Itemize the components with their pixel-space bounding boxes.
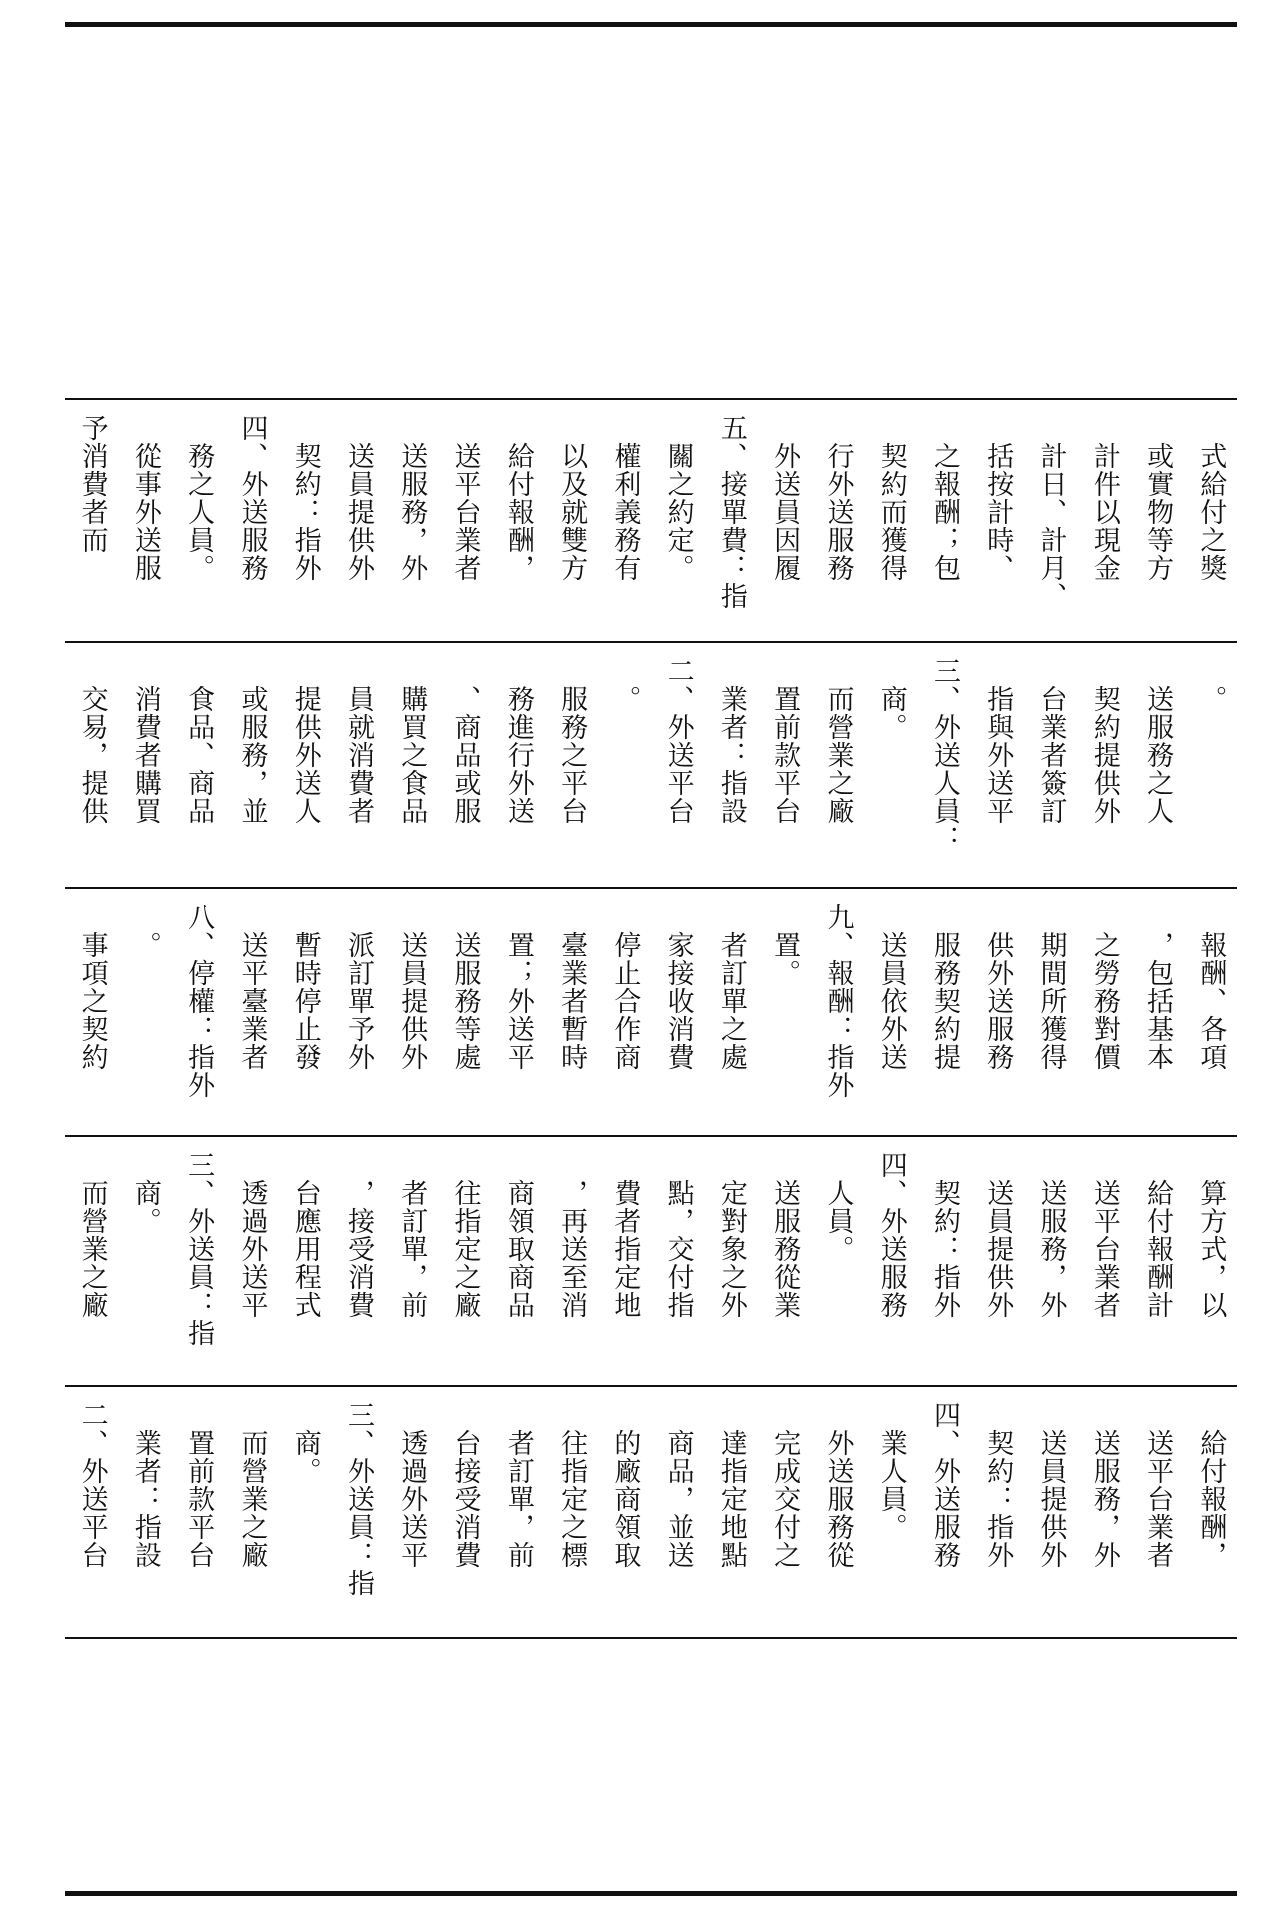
text-column: ，接受消費	[343, 1151, 374, 1319]
text-column: 而營業之廠	[236, 1401, 268, 1569]
text-column: 置前款平台	[183, 1401, 215, 1569]
text-column: 送服務從業	[769, 1151, 801, 1319]
text-column: 行外送服務	[822, 414, 854, 582]
text-column: 透過外送平	[236, 1151, 268, 1319]
text-column: 購買之食品	[396, 657, 428, 825]
text-column: 契約：指外	[982, 1401, 1014, 1569]
text-column: 。	[609, 657, 641, 713]
text-column: 人員。	[822, 1151, 854, 1263]
text-column: 台接受消費	[449, 1401, 481, 1569]
text-column: 商。	[289, 1401, 321, 1485]
text-column: 置。	[769, 903, 801, 987]
text-column: 之報酬；包	[929, 414, 960, 582]
text-column: 消費者購買	[129, 657, 161, 825]
text-column: 食品、商品	[183, 657, 215, 825]
text-column: 關之約定。	[662, 414, 694, 582]
table-row-5	[65, 1387, 1237, 1635]
bottom-rule	[65, 1891, 1237, 1896]
text-column: 送員依外送	[875, 903, 907, 1071]
text-column: 從事外送服	[129, 414, 161, 582]
text-column: 達指定地點	[715, 1401, 747, 1569]
table-row-2	[65, 643, 1237, 886]
text-column: 送平台業者	[1088, 1151, 1120, 1319]
text-column: 派訂單予外	[343, 903, 374, 1071]
table-line	[65, 1637, 1237, 1639]
text-column: 置；外送平	[502, 903, 534, 1071]
text-column: 。	[1195, 657, 1227, 713]
text-column: 者訂單，前	[396, 1151, 428, 1319]
text-column: 務之人員。	[183, 414, 215, 582]
text-column: 台應用程式	[289, 1151, 321, 1319]
text-column: 送員提供外	[1035, 1401, 1067, 1569]
table-row-3	[65, 889, 1237, 1134]
text-column: 或服務，並	[236, 657, 268, 825]
text-column: 商品，並送	[662, 1401, 694, 1569]
text-column: 以及就雙方	[556, 414, 588, 582]
text-column: 事項之契約	[76, 903, 108, 1071]
text-column: 業者：指設	[129, 1401, 161, 1569]
text-column: 之勞務對價	[1088, 903, 1120, 1071]
text-column: 四、外送服務	[875, 1151, 907, 1319]
text-column: 定對象之外	[715, 1151, 747, 1319]
text-column: 期間所獲得	[1035, 903, 1067, 1071]
text-column: 而營業之廠	[76, 1151, 108, 1319]
text-column: 計日、計月、	[1035, 414, 1067, 610]
text-column: 的廠商領取	[609, 1401, 641, 1569]
text-column: 送服務，外	[1035, 1151, 1067, 1319]
text-column: 契約提供外	[1088, 657, 1120, 825]
text-column: 八、停權：指外	[183, 903, 215, 1099]
text-column: 者訂單之處	[715, 903, 747, 1071]
text-column: 送平臺業者	[236, 903, 268, 1071]
text-column: 送員提供外	[343, 414, 374, 582]
text-column: 送員提供外	[982, 1151, 1014, 1319]
text-column: 完成交付之	[769, 1401, 801, 1569]
text-column: 五、接單費：指	[715, 414, 747, 610]
text-column: 式給付之獎	[1195, 414, 1227, 582]
text-column: 四、外送服務	[236, 414, 268, 582]
text-column: 家接收消費	[662, 903, 694, 1071]
text-column: 予消費者而	[76, 414, 108, 554]
text-column: 括按計時、	[982, 414, 1014, 582]
text-column: 送員提供外	[396, 903, 428, 1071]
text-column: 、商品或服	[449, 657, 481, 825]
top-rule	[65, 22, 1237, 27]
text-column: 商。	[875, 657, 907, 741]
text-column: ，包括基本	[1142, 903, 1174, 1071]
text-column: 務進行外送	[502, 657, 534, 825]
text-column: 三、外送員：指	[343, 1401, 374, 1597]
text-column: 三、外送員：指	[183, 1151, 215, 1347]
text-column: 二、外送平台	[662, 657, 694, 825]
text-column: 暫時停止發	[289, 903, 321, 1071]
text-column: 置前款平台	[769, 657, 801, 825]
table-row-4	[65, 1137, 1237, 1384]
text-column: 透過外送平	[396, 1401, 428, 1569]
text-column: ，再送至消	[556, 1151, 588, 1319]
text-column: 商。	[129, 1151, 161, 1235]
text-column: 權利義務有	[609, 414, 641, 582]
text-column: 臺業者暫時	[556, 903, 588, 1071]
text-column: 九、報酬：指外	[822, 903, 854, 1099]
text-column: 往指定之標	[556, 1401, 588, 1569]
text-column: 提供外送人	[289, 657, 321, 825]
text-column: 者訂單，前	[502, 1401, 534, 1569]
text-column: 停止合作商	[609, 903, 641, 1071]
text-column: 送服務，外	[396, 414, 428, 582]
table-row-1	[65, 400, 1237, 640]
text-column: 服務契約提	[929, 903, 960, 1071]
text-column: 算方式，以	[1195, 1151, 1227, 1319]
text-column: 送服務之人	[1142, 657, 1174, 825]
text-column: 點，交付指	[662, 1151, 694, 1319]
text-column: 業人員。	[875, 1401, 907, 1541]
text-column: 指與外送平	[982, 657, 1014, 825]
text-column: 報酬、各項	[1195, 903, 1227, 1071]
text-column: 供外送服務	[982, 903, 1014, 1071]
text-column: 服務之平台	[556, 657, 588, 825]
text-column: 給付報酬，	[502, 414, 534, 582]
text-column: 送平台業者	[449, 414, 481, 582]
text-column: 契約而獲得	[875, 414, 907, 582]
text-column: 交易，提供	[76, 657, 108, 825]
text-column: 往指定之廠	[449, 1151, 481, 1319]
text-column: 給付報酬計	[1142, 1151, 1174, 1319]
text-column: 或實物等方	[1142, 414, 1174, 582]
text-column: 計件以現金	[1088, 414, 1120, 582]
text-column: 業者：指設	[715, 657, 747, 825]
text-column: 台業者簽訂	[1035, 657, 1067, 825]
text-column: 二、外送平台	[76, 1401, 108, 1569]
text-column: 而營業之廠	[822, 657, 854, 825]
text-column: 四、外送服務	[929, 1401, 960, 1569]
text-column: 費者指定地	[609, 1151, 641, 1319]
text-column: 。	[129, 903, 161, 959]
text-column: 外送服務從	[822, 1401, 854, 1569]
text-column: 三、外送人員：	[929, 657, 960, 853]
text-column: 送服務等處	[449, 903, 481, 1071]
text-column: 給付報酬，	[1195, 1401, 1227, 1569]
text-column: 送平台業者	[1142, 1401, 1174, 1569]
text-column: 商領取商品	[502, 1151, 534, 1319]
text-column: 契約：指外	[929, 1151, 960, 1319]
text-column: 送服務，外	[1088, 1401, 1120, 1569]
text-column: 契約：指外	[289, 414, 321, 582]
text-column: 員就消費者	[343, 657, 374, 825]
text-column: 外送員因履	[769, 414, 801, 582]
